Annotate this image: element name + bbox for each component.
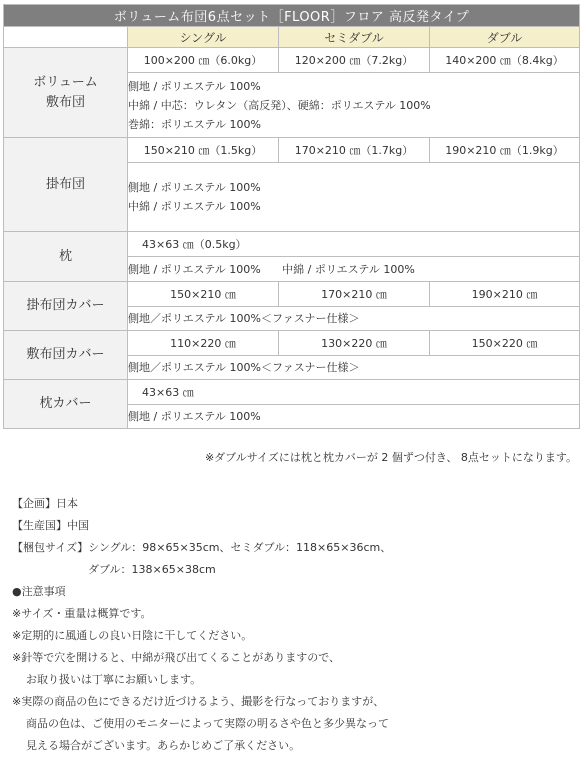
caution-4-line-2: 商品の色は、ご使用のモニターによって実際の明るさや色と多少異なって (26, 717, 389, 730)
corner-cell (4, 27, 128, 48)
caution-2: ※定期的に風通しの良い日陰に干してください。 (12, 629, 253, 642)
product-info (12, 493, 572, 757)
row-label-mattress-cover: 敷布団カバー (4, 331, 128, 380)
size-header-semi-double: セミダブル (279, 27, 430, 48)
row-label-pillow: 枕 (4, 232, 128, 282)
table-title: ボリューム布団6点セット［FLOOR］フロア 高反発タイプ (4, 5, 580, 27)
pillow-cover-size: 43×63 ㎝ (128, 380, 580, 405)
caution-4-line-1: ※実際の商品の色にできるだけ近づけるよう、撮影を行なっておりますが、 (12, 695, 385, 708)
row-label-mattress-line2: 敷布団 (45, 94, 85, 110)
planning-info: 【企画】日本 (12, 497, 78, 510)
mattress-cover-material: 側地／ポリエステル 100%＜ファスナー仕様＞ (128, 356, 580, 380)
size-header-single: シングル (128, 27, 279, 48)
pillow-cover-material: 側地 / ポリエステル 100% (128, 405, 580, 429)
double-size-note: ※ダブルサイズには枕と枕カバーが 2 個ずつ付き、 8点セットになります。 (204, 451, 577, 464)
comforter-material-1: 側地 / ポリエステル 100% (128, 181, 261, 194)
comforter-cover-size-single: 150×210 ㎝ (128, 282, 279, 307)
mattress-cover-size-single: 110×220 ㎝ (128, 331, 279, 356)
comforter-size-single: 150×210 ㎝（1.5kg） (128, 138, 279, 163)
caution-3-line-2: お取り扱いは丁寧にお願いします。 (26, 673, 202, 686)
row-label-comforter: 掛布団 (4, 138, 128, 232)
mattress-size-semi-double: 120×200 ㎝（7.2kg） (279, 48, 430, 73)
pillow-material-1: 側地 / ポリエステル 100% (128, 262, 261, 276)
package-size-line-2: ダブル：138×65×38cm (88, 563, 216, 576)
mattress-size-single: 100×200 ㎝（6.0kg） (128, 48, 279, 73)
origin-info: 【生産国】中国 (12, 519, 89, 532)
row-label-comforter-cover: 掛布団カバー (4, 282, 128, 331)
comforter-material-2: 中綿 / ポリエステル 100% (128, 200, 261, 213)
mattress-material-3: 巻綿：ポリエステル 100% (128, 117, 261, 131)
caution-4-line-3: 見える場合がございます。あらかじめご了承ください。 (26, 739, 301, 752)
pillow-size: 43×63 ㎝（0.5kg） (128, 232, 580, 257)
row-label-mattress-line1: ボリューム (33, 74, 98, 90)
mattress-size-double: 140×200 ㎝（8.4kg） (430, 48, 580, 73)
comforter-size-semi-double: 170×210 ㎝（1.7kg） (279, 138, 430, 163)
spec-table (3, 4, 580, 429)
size-header-double: ダブル (430, 27, 580, 48)
mattress-cover-size-semi-double: 130×220 ㎝ (279, 331, 430, 356)
mattress-cover-size-double: 150×220 ㎝ (430, 331, 580, 356)
caution-1: ※サイズ・重量は概算です。 (12, 607, 152, 620)
mattress-materials (128, 73, 580, 138)
cautions-title: ●注意事項 (12, 585, 66, 598)
pillow-materials (128, 257, 580, 282)
mattress-material-2: 中綿 / 中芯：ウレタン（高反発）、硬綿：ポリエステル 100% (128, 98, 431, 112)
comforter-materials (128, 163, 580, 232)
row-label-mattress (4, 48, 128, 138)
caution-3-line-1: ※針等で穴を開けると、中綿が飛び出てくることがありますので、 (12, 651, 340, 664)
pillow-material-2: 中綿 / ポリエステル 100% (282, 262, 415, 276)
package-size-line-1: 【梱包サイズ】シングル：98×65×35cm、セミダブル：118×65×36cm、 (12, 541, 392, 554)
row-label-pillow-cover: 枕カバー (4, 380, 128, 429)
comforter-size-double: 190×210 ㎝（1.9kg） (430, 138, 580, 163)
comforter-cover-material: 側地／ポリエステル 100%＜ファスナー仕様＞ (128, 307, 580, 331)
mattress-material-1: 側地 / ポリエステル 100% (128, 79, 261, 93)
comforter-cover-size-semi-double: 170×210 ㎝ (279, 282, 430, 307)
comforter-cover-size-double: 190×210 ㎝ (430, 282, 580, 307)
